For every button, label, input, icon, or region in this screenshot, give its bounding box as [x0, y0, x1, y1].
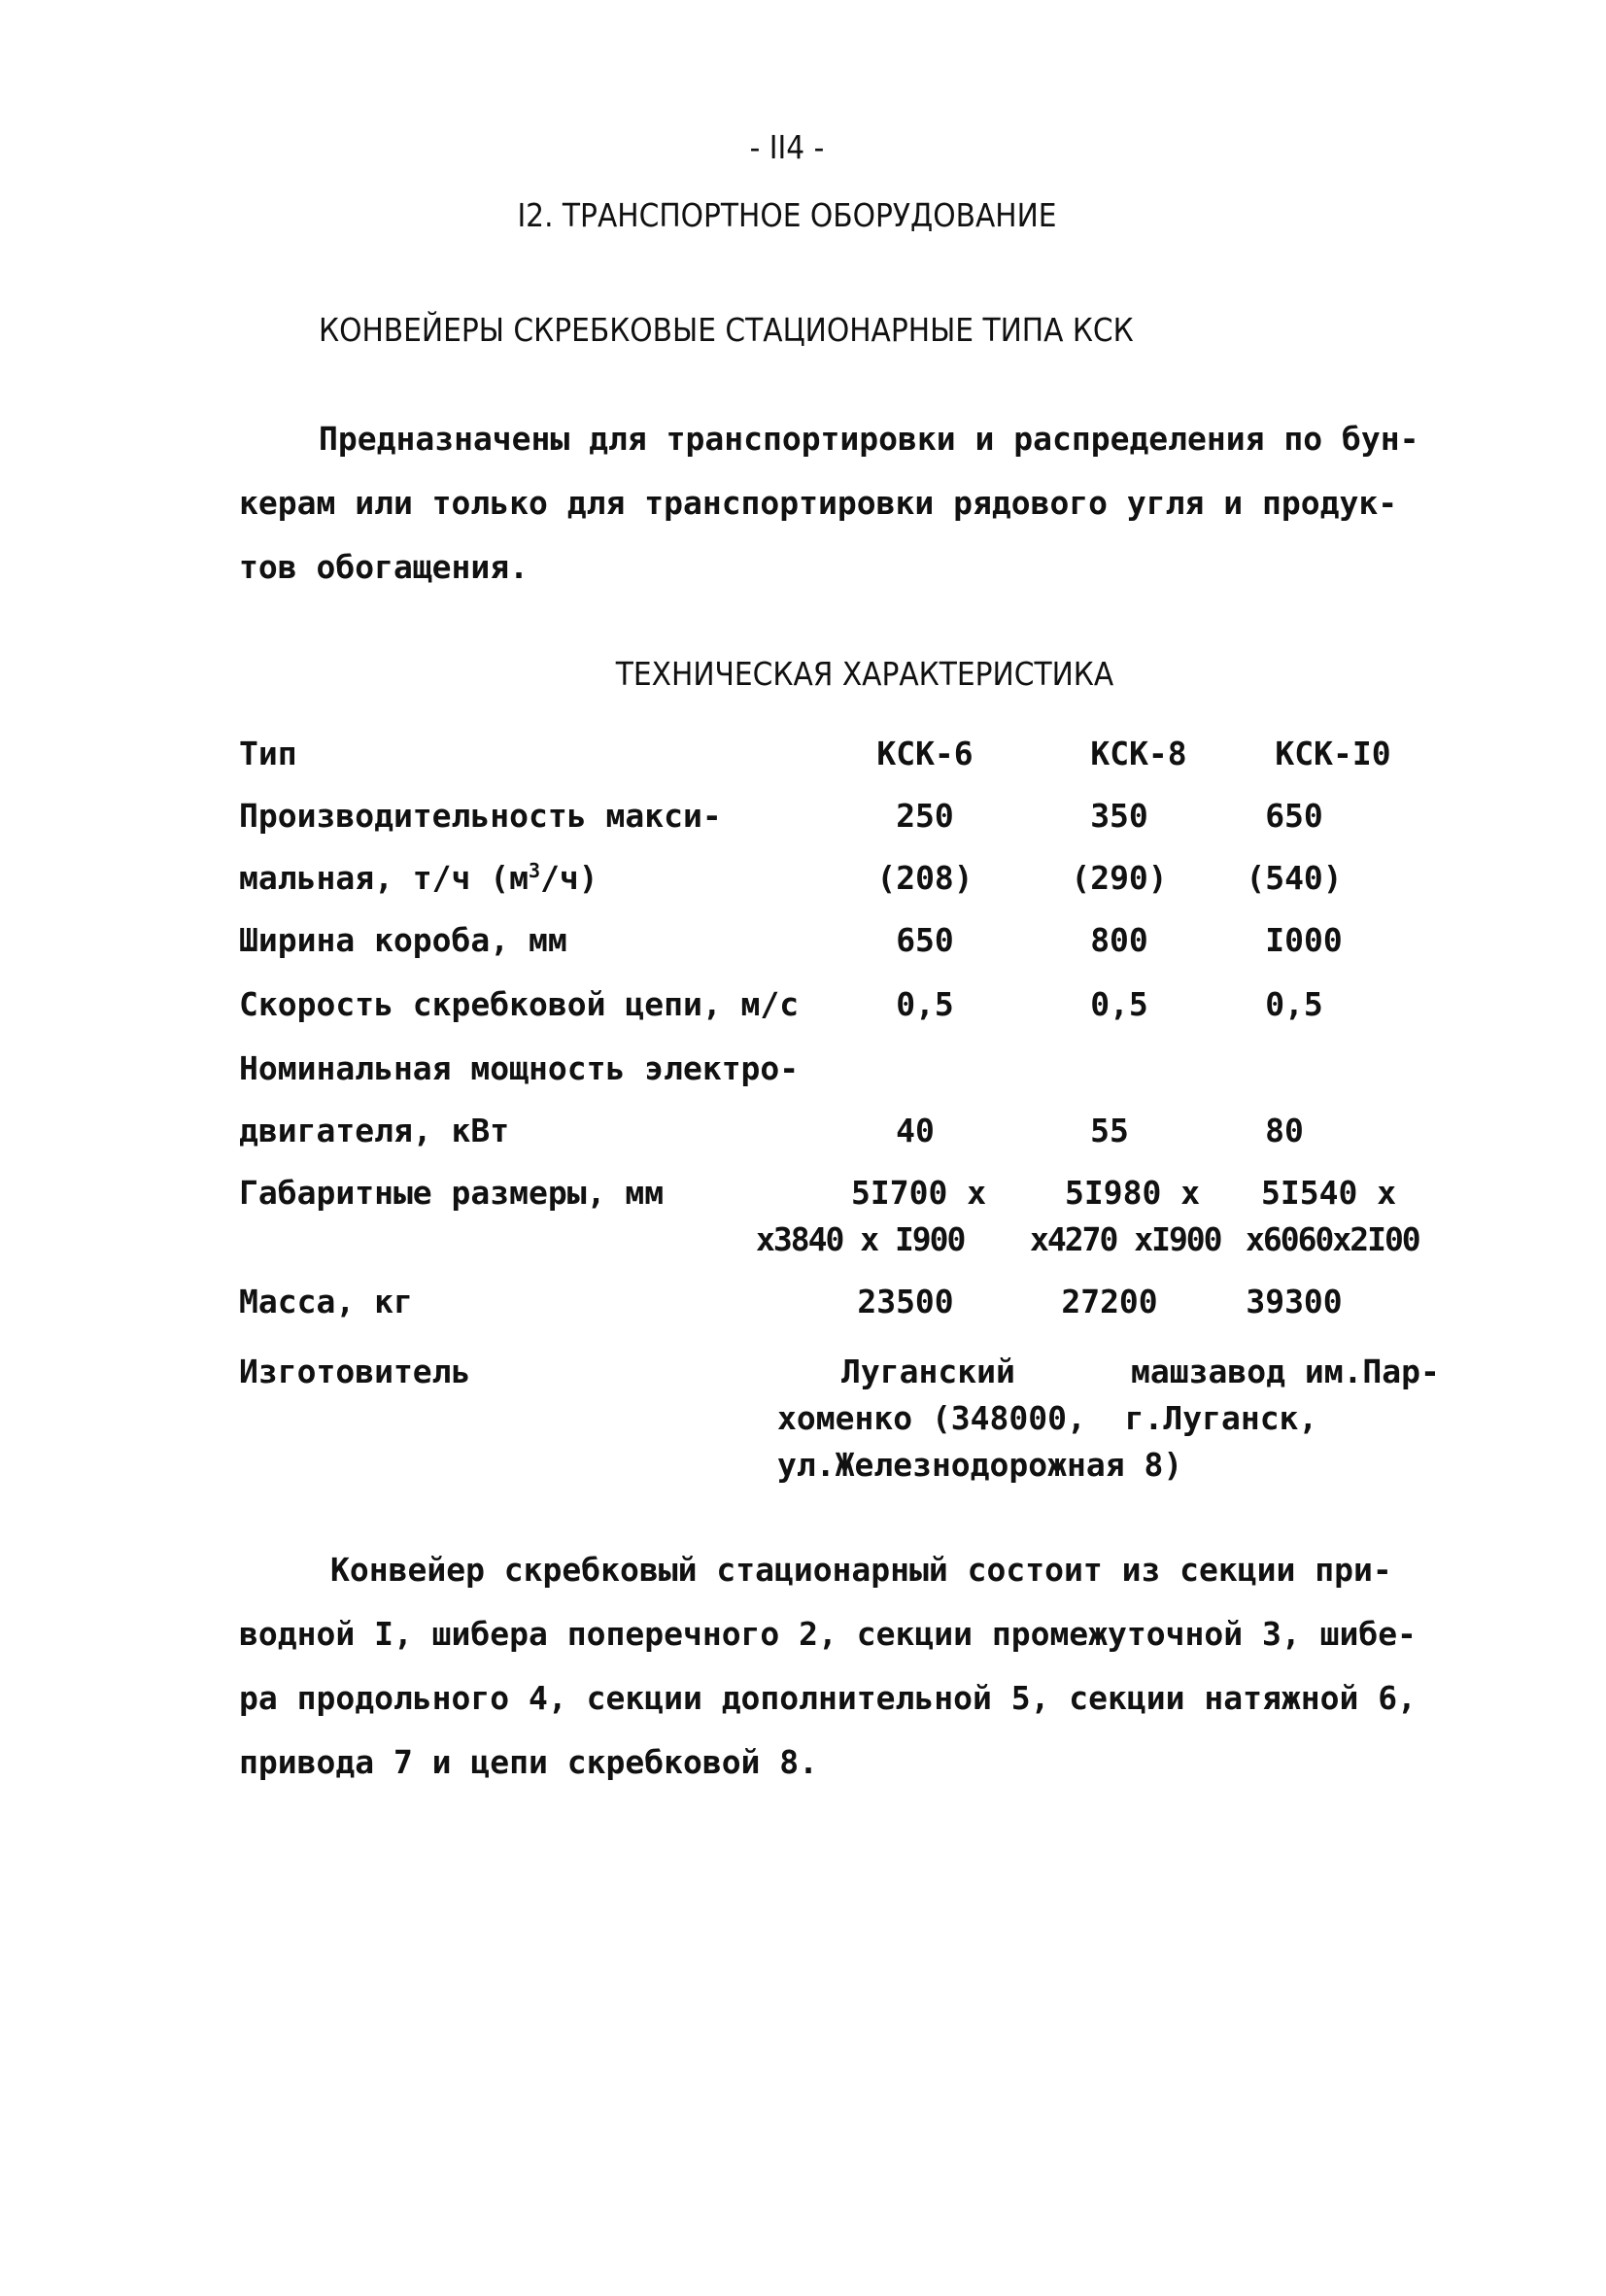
capacity-volume-value: (290) [1071, 859, 1168, 897]
dims-value-ksk6: 5I700 x [851, 1174, 987, 1212]
capacity-volume-value: (208) [876, 859, 974, 897]
maker-line: ул.Железнодорожная 8) [777, 1446, 1183, 1484]
width-value: 650 [896, 921, 954, 959]
capacity-volume-value: (540) [1246, 859, 1343, 897]
power-label-2: двигателя, кВт [239, 1112, 510, 1149]
maker-line: Луганский машзавод им.Пар- [841, 1353, 1440, 1390]
maker-line: хоменко (348000, г.Луганск, [777, 1399, 1318, 1437]
speed-label: Скорость скребковой цепи, м/с [239, 985, 800, 1023]
capacity-value: 250 [896, 797, 954, 835]
capacity-units-tail: /ч) [540, 859, 598, 897]
section-title: I2. ТРАНСПОРТНОЕ ОБОРУДОВАНИЕ [517, 196, 1057, 234]
mass-value: 23500 [857, 1283, 954, 1320]
dims-value-ksk8-2: x4270 xI900 [1030, 1220, 1221, 1258]
intro-line: Предназначены для транспортировки и распределения по бун- [319, 420, 1419, 458]
power-label: Номинальная мощность электро- [239, 1049, 800, 1087]
model-ksk6: КСК-6 [876, 735, 974, 772]
capacity-label-units [239, 859, 598, 898]
spec-title: ТЕХНИЧЕСКАЯ ХАРАКТЕРИСТИКА [615, 655, 1114, 693]
capacity-label: Производительность макси- [239, 797, 722, 835]
capacity-value: 350 [1090, 797, 1148, 835]
description-line: привода 7 и цепи скребковой 8. [239, 1743, 819, 1781]
subsection-title: КОНВЕЙЕРЫ СКРЕБКОВЫЕ СТАЦИОНАРНЫЕ ТИПА КСК [319, 311, 1134, 349]
mass-label: Масса, кг [239, 1283, 413, 1320]
model-ksk10: КСК-I0 [1275, 735, 1391, 772]
intro-line: керам или только для транспортировки рядового угля и продук- [239, 484, 1398, 522]
width-label: Ширина короба, мм [239, 921, 567, 959]
capacity-units-text: мальная, т/ч (м [239, 859, 530, 897]
dims-value-ksk10: 5I540 x [1261, 1174, 1397, 1212]
dims-value-ksk6-2: x3840 x I900 [756, 1220, 965, 1258]
speed-value: 0,5 [896, 985, 954, 1023]
type-label: Тип [239, 735, 297, 772]
description-line: Конвейер скребковый стационарный состоит из секции при- [330, 1551, 1392, 1589]
capacity-units-sup: 3 [529, 859, 541, 882]
power-value: 55 [1090, 1112, 1129, 1149]
maker-label: Изготовитель [239, 1353, 471, 1390]
width-value: 800 [1090, 921, 1148, 959]
intro-line: тов обогащения. [239, 548, 530, 586]
model-ksk8: КСК-8 [1090, 735, 1187, 772]
speed-value: 0,5 [1090, 985, 1148, 1023]
capacity-value: 650 [1265, 797, 1323, 835]
power-value: 40 [896, 1112, 935, 1149]
width-value: I000 [1265, 921, 1343, 959]
mass-value: 39300 [1246, 1283, 1343, 1320]
dims-label: Габаритные размеры, мм [239, 1174, 665, 1212]
power-value: 80 [1265, 1112, 1304, 1149]
mass-value: 27200 [1061, 1283, 1158, 1320]
dims-value-ksk8: 5I980 x [1065, 1174, 1201, 1212]
page-number: - II4 - [749, 128, 825, 166]
description-line: ра продольного 4, секции дополнительной 5, секции натяжной 6, [239, 1679, 1417, 1717]
dims-value-ksk10-2: x6060x2I00 [1246, 1220, 1419, 1258]
speed-value: 0,5 [1265, 985, 1323, 1023]
description-line: водной I, шибера поперечного 2, секции промежуточной 3, шибе- [239, 1615, 1417, 1653]
